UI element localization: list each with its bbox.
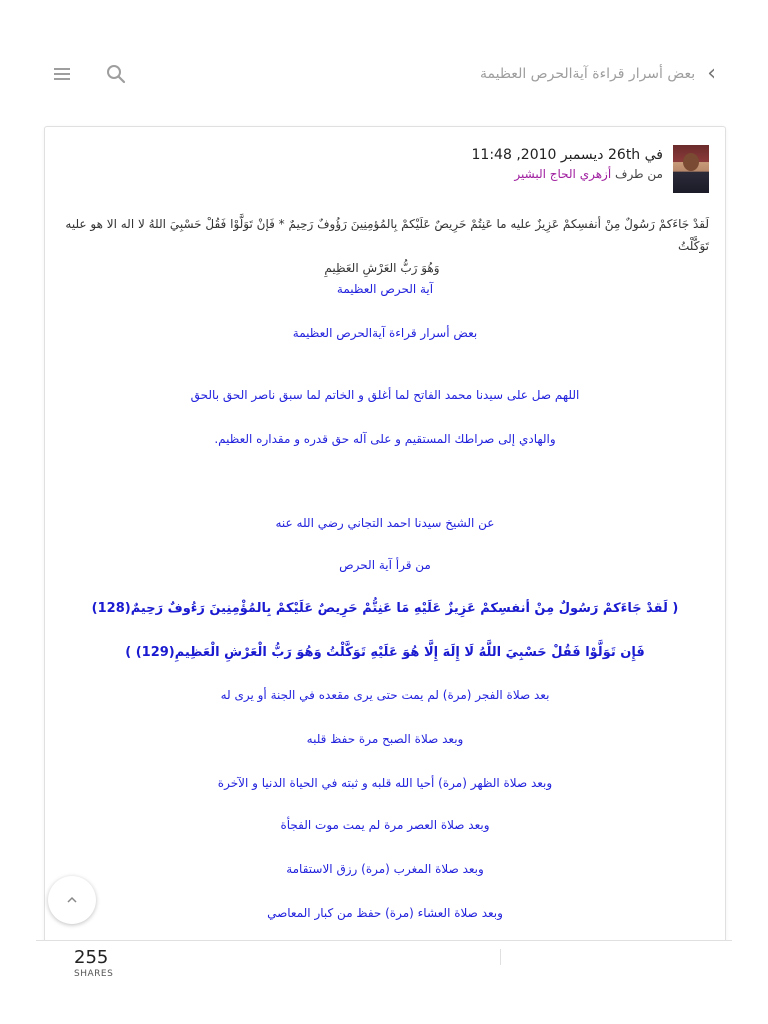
hamburger-menu-icon[interactable] bbox=[52, 64, 72, 84]
avatar[interactable] bbox=[673, 145, 709, 193]
content-line: من قرأ آية الحرص bbox=[339, 558, 431, 572]
verse-line: فَإِن تَوَلَّوْا فَقُلْ حَسْبِيَ اللَّهُ لَا إِلَهَ إِلَّا هُوَ عَلَيْهِ تَوَكَّلْتُ وَهُوَ رَبُّ الْعَرْشِ الْعَظِيمِ(129) ) bbox=[125, 645, 645, 660]
author-prefix: من طرف bbox=[615, 167, 663, 181]
post-date: في 26th ديسمبر 2010, 11:48 bbox=[471, 147, 663, 163]
post-author-line bbox=[472, 165, 663, 183]
author-link[interactable]: أزهري الحاج البشير bbox=[514, 167, 612, 181]
content-line: والهادي إلى صراطك المستقيم و على آله حق قدره و مقداره العظيم. bbox=[214, 432, 556, 446]
content-line: وبعد صلاة العشاء (مرة) حفظ من كبار المعاصي bbox=[267, 906, 503, 920]
search-icon[interactable] bbox=[104, 62, 128, 86]
post-meta bbox=[472, 145, 663, 195]
post-header bbox=[472, 145, 709, 195]
content-line: بعد صلاة الفجر (مرة) لم يمت حتى يرى مقعده في الجنة أو يرى له bbox=[220, 688, 550, 702]
content-line: وبعد صلاة الصبح مرة حفظ قلبه bbox=[306, 732, 464, 746]
share-count: 255 bbox=[74, 947, 109, 968]
chevron-up-icon bbox=[65, 893, 79, 907]
top-bar bbox=[0, 50, 768, 98]
content-line: آية الحرص العظيمة bbox=[336, 282, 434, 296]
breadcrumb-title[interactable]: بعض أسرار قراءة آيةالحرص العظيمة bbox=[480, 66, 696, 82]
scroll-to-top-button[interactable] bbox=[48, 876, 96, 924]
intro-line-2: وَهُوَ رَبُّ العَرْشِ العَظِيمِ bbox=[324, 261, 440, 275]
content-line: وبعد صلاة العصر مرة لم يمت موت الفجأة bbox=[280, 818, 490, 832]
content-line: اللهم صل على سيدنا محمد الفاتح لما أغلق و الخاتم لما سبق ناصر الحق بالحق bbox=[190, 388, 580, 402]
share-label: SHARES bbox=[74, 969, 114, 979]
share-bar bbox=[36, 940, 732, 1024]
content-line: بعض أسرار قراءة آيةالحرص العظيمة bbox=[292, 326, 478, 340]
content-line: وبعد صلاة المغرب (مرة) رزق الاستقامة bbox=[286, 862, 484, 876]
chevron-right-icon[interactable]: › bbox=[707, 61, 716, 86]
share-divider bbox=[500, 949, 501, 965]
post-content bbox=[55, 213, 715, 920]
content-line: وبعد صلاة الظهر (مرة) أحيا الله قلبه و ثبته في الحياة الدنيا و الآخرة bbox=[217, 776, 553, 790]
content-line: عن الشيخ سيدنا احمد التجاني رضي الله عنه bbox=[275, 516, 495, 530]
intro-line-1: لَقدْ جَاءَكمْ رَسُولٌ مِنْ أنفسِكمْ عَزِيزٌ عليه ما عَنِتُمْ حَرِيصٌ عَلَيْكمْ بِالمُؤمِنِينَ رَؤُوفٌ رَحِيمٌ * فَإنْ تَوَلَّوْا فَقُلْ حَسْبِيَ اللهُ لا اله الا هو عليه تَوَكَّلْتُ bbox=[65, 217, 709, 253]
post-card bbox=[44, 126, 726, 946]
verse-line: ( لَقدْ جَاءَكمْ رَسُولٌ مِنْ أنفسِكمْ عَزِيزٌ عَلَيْهِ مَا عَنِتُّمْ حَرِيصٌ عَلَيْكمْ بِالمُؤْمِنِينَ رَءُوفٌ رَحِيمٌ(128) bbox=[91, 601, 679, 616]
breadcrumb bbox=[480, 62, 716, 86]
